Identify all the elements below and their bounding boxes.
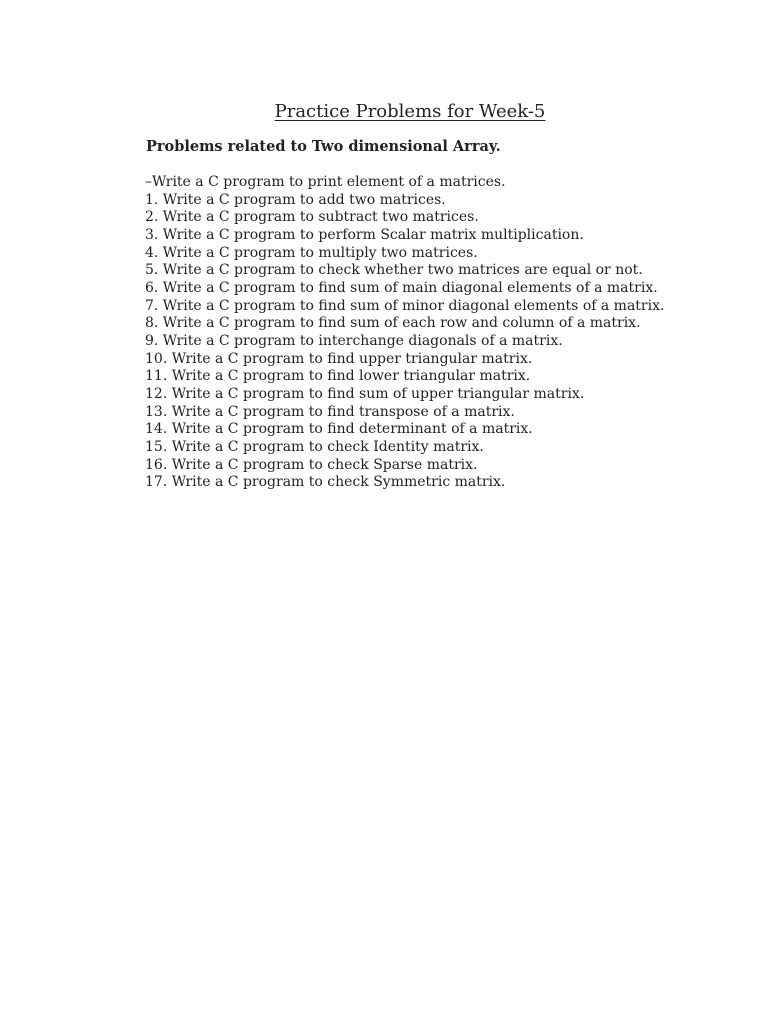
problem-item: 11. Write a C program to find lower triangular matrix. — [145, 368, 531, 385]
problem-item: 8. Write a C program to find sum of each row and column of a matrix. — [145, 315, 641, 332]
section-heading: Problems related to Two dimensional Array. — [146, 138, 501, 155]
problem-item: –Write a C program to print element of a matrices. — [145, 174, 506, 190]
problem-item: 14. Write a C program to find determinant of a matrix. — [145, 421, 533, 438]
problem-item: 6. Write a C program to find sum of main diagonal elements of a matrix. — [145, 279, 658, 296]
problem-item: 12. Write a C program to find sum of upper triangular matrix. — [145, 385, 585, 402]
problem-item: 2. Write a C program to subtract two matrices. — [145, 209, 479, 226]
problem-item: 15. Write a C program to check Identity matrix. — [145, 438, 484, 455]
problem-item: 16. Write a C program to check Sparse matrix. — [145, 456, 478, 473]
problem-item: 4. Write a C program to multiply two matrices. — [145, 244, 478, 261]
problem-item: 10. Write a C program to find upper triangular matrix. — [145, 350, 533, 367]
problem-item: 5. Write a C program to check whether two matrices are equal or not. — [145, 262, 643, 279]
problem-list — [145, 174, 664, 492]
problem-item: 1. Write a C program to add two matrices. — [145, 191, 446, 208]
problem-item: 9. Write a C program to interchange diagonals of a matrix. — [145, 332, 563, 349]
page-title: Practice Problems for Week-5 — [274, 101, 546, 122]
problem-item: 3. Write a C program to perform Scalar matrix multiplication. — [145, 226, 584, 243]
problem-item: 7. Write a C program to find sum of minor diagonal elements of a matrix. — [145, 297, 665, 314]
problem-item: 13. Write a C program to find transpose of a matrix. — [145, 403, 515, 420]
problem-item: 17. Write a C program to check Symmetric matrix. — [145, 474, 506, 491]
